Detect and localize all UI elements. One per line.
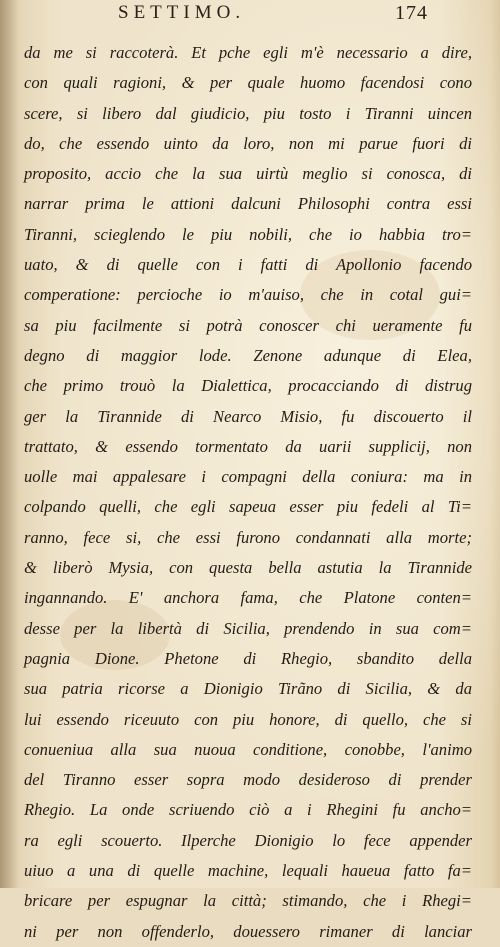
text-line: Rhegio. La onde scriuendo ciò a i Rhegini fu ancho= <box>24 800 472 820</box>
text-line: colpando quelli, che egli sapeua esser piu fedeli al Ti= <box>24 497 472 517</box>
text-line: degno di maggior lode. Zenone adunque di Elea, <box>24 345 472 365</box>
text-line: uiuo a una di quelle machine, lequali haueua fatto fa= <box>24 861 472 881</box>
text-line: proposito, accio che la sua uirtù meglio si conosca, di <box>24 164 472 184</box>
text-line: con quali ragioni, & per quale huomo facendosi cono <box>24 73 472 93</box>
text-line: desse per la libertà di Sicilia, prendendo in sua com= <box>24 618 472 638</box>
text-line: narrar prima le attioni dalcuni Philosophi contra essi <box>24 194 472 214</box>
text-line: lui essendo riceuuto con piu honore, di quello, che si <box>24 709 472 729</box>
text-line: & liberò Mysia, con questa bella astutia la Tirannide <box>24 558 472 578</box>
text-line: uolle mai appalesare i compagni della coniura: ma in <box>24 467 472 487</box>
text-line: ingannando. E' anchora fama, che Platone conten= <box>24 588 472 608</box>
text-line: del Tiranno esser sopra modo desideroso di prender <box>24 770 472 790</box>
text-line: da me si raccoterà. Et pche egli m'è necessario a dire, <box>24 43 472 62</box>
text-line: trattato, & essendo tormentato da uarii supplicij, non <box>24 436 472 456</box>
text-line: scere, si libero dal giudicio, piu tosto i Tiranni uincen <box>24 103 472 123</box>
text-line: comperatione: percioche io m'auiso, che in cotal gui= <box>24 285 472 305</box>
text-line: ranno, fece si, che essi furono condannati alla morte; <box>24 527 472 547</box>
text-line: do, che essendo uinto da loro, non mi parue fuori di <box>24 133 472 153</box>
running-head-title: SETTIMO. <box>118 2 246 23</box>
text-line: uato, & di quelle con i fatti di Apollonio facendo <box>24 255 472 275</box>
running-head <box>0 2 500 34</box>
text-line: che primo trouò la Dialettica, procacciando di distrug <box>24 376 472 396</box>
body-text <box>24 38 472 947</box>
gutter-shadow <box>0 0 18 888</box>
text-line: sa piu facilmente si potrà conoscer chi ueramente fu <box>24 315 472 335</box>
text-line: conueniua alla sua nuoua conditione, conobbe, l'animo <box>24 739 472 759</box>
text-line: pagnia Dione. Phetone di Rhegio, sbandito della <box>24 648 472 668</box>
text-line: ra egli scouerto. Ilperche Dionigio lo fece appender <box>24 830 472 850</box>
text-line: ger la Tirannide di Nearco Misio, fu discouerto il <box>24 406 472 426</box>
page-number: 174 <box>395 2 428 24</box>
text-line: ni per non offenderlo, douessero rimaner di lanciar <box>24 921 472 941</box>
text-line: bricare per espugnar la città; stimando, che i Rhegi= <box>24 891 472 911</box>
text-line: sua patria ricorse a Dionigio Tirãno di Sicilia, & da <box>24 679 472 699</box>
text-line: Tiranni, scieglendo le piu nobili, che io habbia tro= <box>24 224 472 244</box>
